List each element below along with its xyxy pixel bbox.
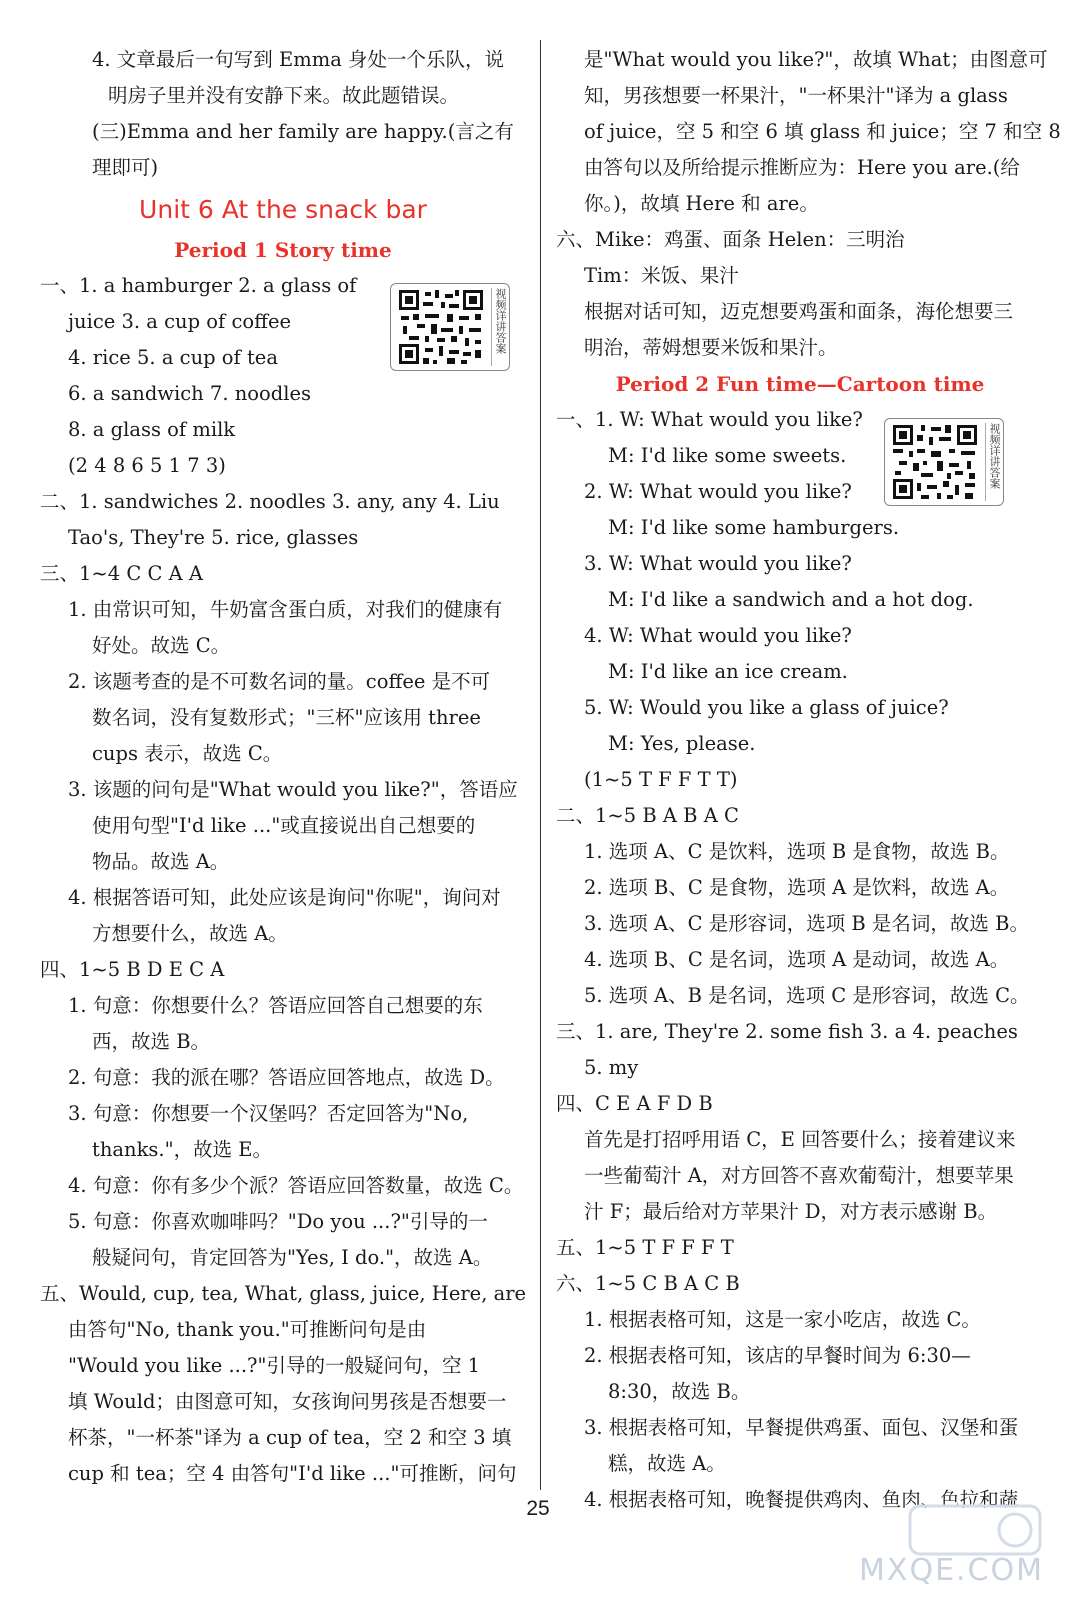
text-line: 六、1~5 C B A C B [556,1272,740,1295]
text-line: 是"What would you like?"，故填 What；由图意可 [584,48,1048,71]
text-line: 四、C E A F D B [556,1092,713,1115]
text-line: 二、1. sandwiches 2. noodles 3. any, any 4. Liu [40,490,500,513]
left-top-lines [40,42,526,186]
text-line: 四、1~5 B D E C A [40,958,225,981]
text-line: Tim：米饭、果汁 [584,264,739,287]
text-line: 明治，蒂姆想要米饭和果汁。 [584,336,838,359]
text-line: 2. 句意：我的派在哪？答语应回答地点，故选 D。 [68,1066,505,1089]
text-line: 根据对话可知，迈克想要鸡蛋和面条，海伦想要三 [584,300,1014,323]
text-line: 知，男孩想要一杯果汁，"一杯果汁"译为 a glass [584,84,1008,107]
text-line: 填 Would；由图意可知，女孩询问男孩是否想要一 [68,1390,507,1413]
text-line: 2. 根据表格可知，该店的早餐时间为 6:30— [584,1344,971,1367]
text-line: 理即可) [92,156,159,179]
text-line: 4. 句意：你有多少个派？答语应回答数量，故选 C。 [68,1174,524,1197]
text-line: 一些葡萄汁 A，对方回答不喜欢葡萄汁，想要苹果 [584,1164,1014,1187]
text-line: 4. 根据表格可知，晚餐提供鸡肉、鱼肉、色拉和蔬 [584,1488,1019,1511]
text-line: 2. 选项 B、C 是食物，选项 A 是饮料，故选 A。 [584,876,1010,899]
text-line: 五、1~5 T F F F T [556,1236,734,1259]
text-line: 糕，故选 A。 [608,1452,726,1475]
text-line: 使用句型"I'd like ..."或直接说出自己想要的 [92,814,476,837]
text-line: (1~5 T F F T T) [584,768,738,791]
text-line: "Would you like ...?"引导的一般疑问句，空 1 [68,1354,481,1377]
text-line: cup 和 tea；空 4 由答句"I'd like ..."可推断，问句 [68,1462,517,1485]
qr-code-icon [397,288,485,366]
text-line: cups 表示，故选 C。 [92,742,283,765]
text-line: 方想要什么，故选 A。 [92,922,288,945]
text-line: 数名词，没有复数形式；"三杯"应该用 three [92,706,481,729]
text-line: 五、Would, cup, tea, What, glass, juice, Here, are [40,1282,527,1305]
text-line: 1. 选项 A、C 是饮料，选项 B 是食物，故选 B。 [584,840,1010,863]
text-line: 5. W: Would you like a glass of juice? [584,696,949,719]
text-line: 般疑问句，肯定回答为"Yes, I do."，故选 A。 [92,1246,493,1269]
watermark-text: MXQE.COM [859,1553,1044,1588]
text-line: thanks."，故选 E。 [92,1138,273,1161]
text-line: 8. a glass of milk [68,418,236,441]
text-line: 4. W: What would you like? [584,624,852,647]
text-line: 8:30，故选 B。 [608,1380,751,1403]
period-1-title: Period 1 Story time [174,238,392,262]
text-line: 1. 根据表格可知，这是一家小吃店，故选 C。 [584,1308,981,1331]
text-line: 物品。故选 A。 [92,850,230,873]
text-line: 2. W: What would you like? [584,480,852,503]
text-line: 4. 根据答语可知，此处应该是询问"你呢"，询问对 [68,886,501,909]
text-line: 三、1~4 C C A A [40,562,203,585]
text-line: 二、1~5 B A B A C [556,804,739,827]
text-line: 6. a sandwich 7. noodles [68,382,312,405]
column-divider [540,40,541,1490]
text-line: 3. 选项 A、C 是形容词，选项 B 是名词，故选 B。 [584,912,1029,935]
text-line: M: I'd like some hamburgers. [608,516,900,539]
qr-code-box-2[interactable] [884,418,1004,506]
text-line: (2 4 8 6 5 1 7 3) [68,454,226,477]
watermark-icon [860,1500,1050,1560]
text-line: juice 3. a cup of coffee [68,310,292,333]
period-2-title: Period 2 Fun time—Cartoon time [615,372,985,396]
text-line: 一、1. W: What would you like? [556,408,863,431]
text-line: 3. 根据表格可知，早餐提供鸡蛋、面包、汉堡和蛋 [584,1416,1019,1439]
right-top-lines [556,42,1061,366]
text-line: 4. 文章最后一句写到 Emma 身处一个乐队，说 [92,48,505,71]
text-line: 3. 该题的问句是"What would you like?"，答语应 [68,778,518,801]
text-line: 4. rice 5. a cup of tea [68,346,278,369]
text-line: 一、1. a hamburger 2. a glass of [40,274,357,297]
left-body-lines [40,268,526,1492]
qr-code-icon [891,423,979,501]
unit-title: Unit 6 At the snack bar [139,195,427,224]
text-line: 1. 句意：你想要什么？答语应回答自己想要的东 [68,994,483,1017]
text-line: 三、1. are, They're 2. some fish 3. a 4. peaches [556,1020,1018,1043]
text-line: 你。)，故填 Here 和 are。 [584,192,819,215]
qr-code-box-1[interactable] [390,283,510,371]
right-body-lines [556,402,1044,1518]
text-line: M: I'd like some sweets. [608,444,847,467]
page-number: 25 [526,1497,550,1520]
text-line: M: Yes, please. [608,732,756,755]
text-line: 1. 由常识可知，牛奶富含蛋白质，对我们的健康有 [68,598,503,621]
text-line: 六、Mike：鸡蛋、面条 Helen：三明治 [556,228,905,251]
watermark-logo [860,1500,1050,1590]
right-column [556,42,1061,1518]
text-line: 首先是打招呼用语 C，E 回答要什么；接着建议来 [584,1128,1016,1151]
text-line: 5. 句意：你喜欢咖啡吗？"Do you ...?"引导的一 [68,1210,488,1233]
qr-caption-1: 视频详讲答案 [491,288,507,366]
text-line: 由答句"No, thank you."可推断问句是由 [68,1318,427,1341]
text-line: 明房子里并没有安静下来。故此题错误。 [108,84,460,107]
text-line: 3. 句意：你想要一个汉堡吗？否定回答为"No, [68,1102,469,1125]
qr-caption-2: 视频详讲答案 [985,423,1001,501]
text-line: 3. W: What would you like? [584,552,852,575]
text-line: 2. 该题考查的是不可数名词的量。coffee 是不可 [68,670,491,693]
text-line: 杯茶，"一杯茶"译为 a cup of tea，空 2 和空 3 填 [68,1426,512,1449]
text-line: M: I'd like a sandwich and a hot dog. [608,588,974,611]
text-line: 5. my [584,1056,639,1079]
left-column [40,42,526,1492]
text-line: (三)Emma and her family are happy.(言之有 [92,120,514,143]
text-line: 4. 选项 B、C 是名词，选项 A 是动词，故选 A。 [584,948,1010,971]
text-line: 5. 选项 A、B 是名词，选项 C 是形容词，故选 C。 [584,984,1030,1007]
text-line: 西，故选 B。 [92,1030,211,1053]
text-line: of juice，空 5 和空 6 填 glass 和 juice；空 7 和空 8 [584,120,1061,143]
text-line: 好处。故选 C。 [92,634,231,657]
text-line: M: I'd like an ice cream. [608,660,848,683]
text-line: Tao's, They're 5. rice, glasses [68,526,359,549]
text-line: 汁 F；最后给对方苹果汁 D，对方表示感谢 B。 [584,1200,998,1223]
text-line: 由答句以及所给提示推断应为：Here you are.(给 [584,156,1020,179]
